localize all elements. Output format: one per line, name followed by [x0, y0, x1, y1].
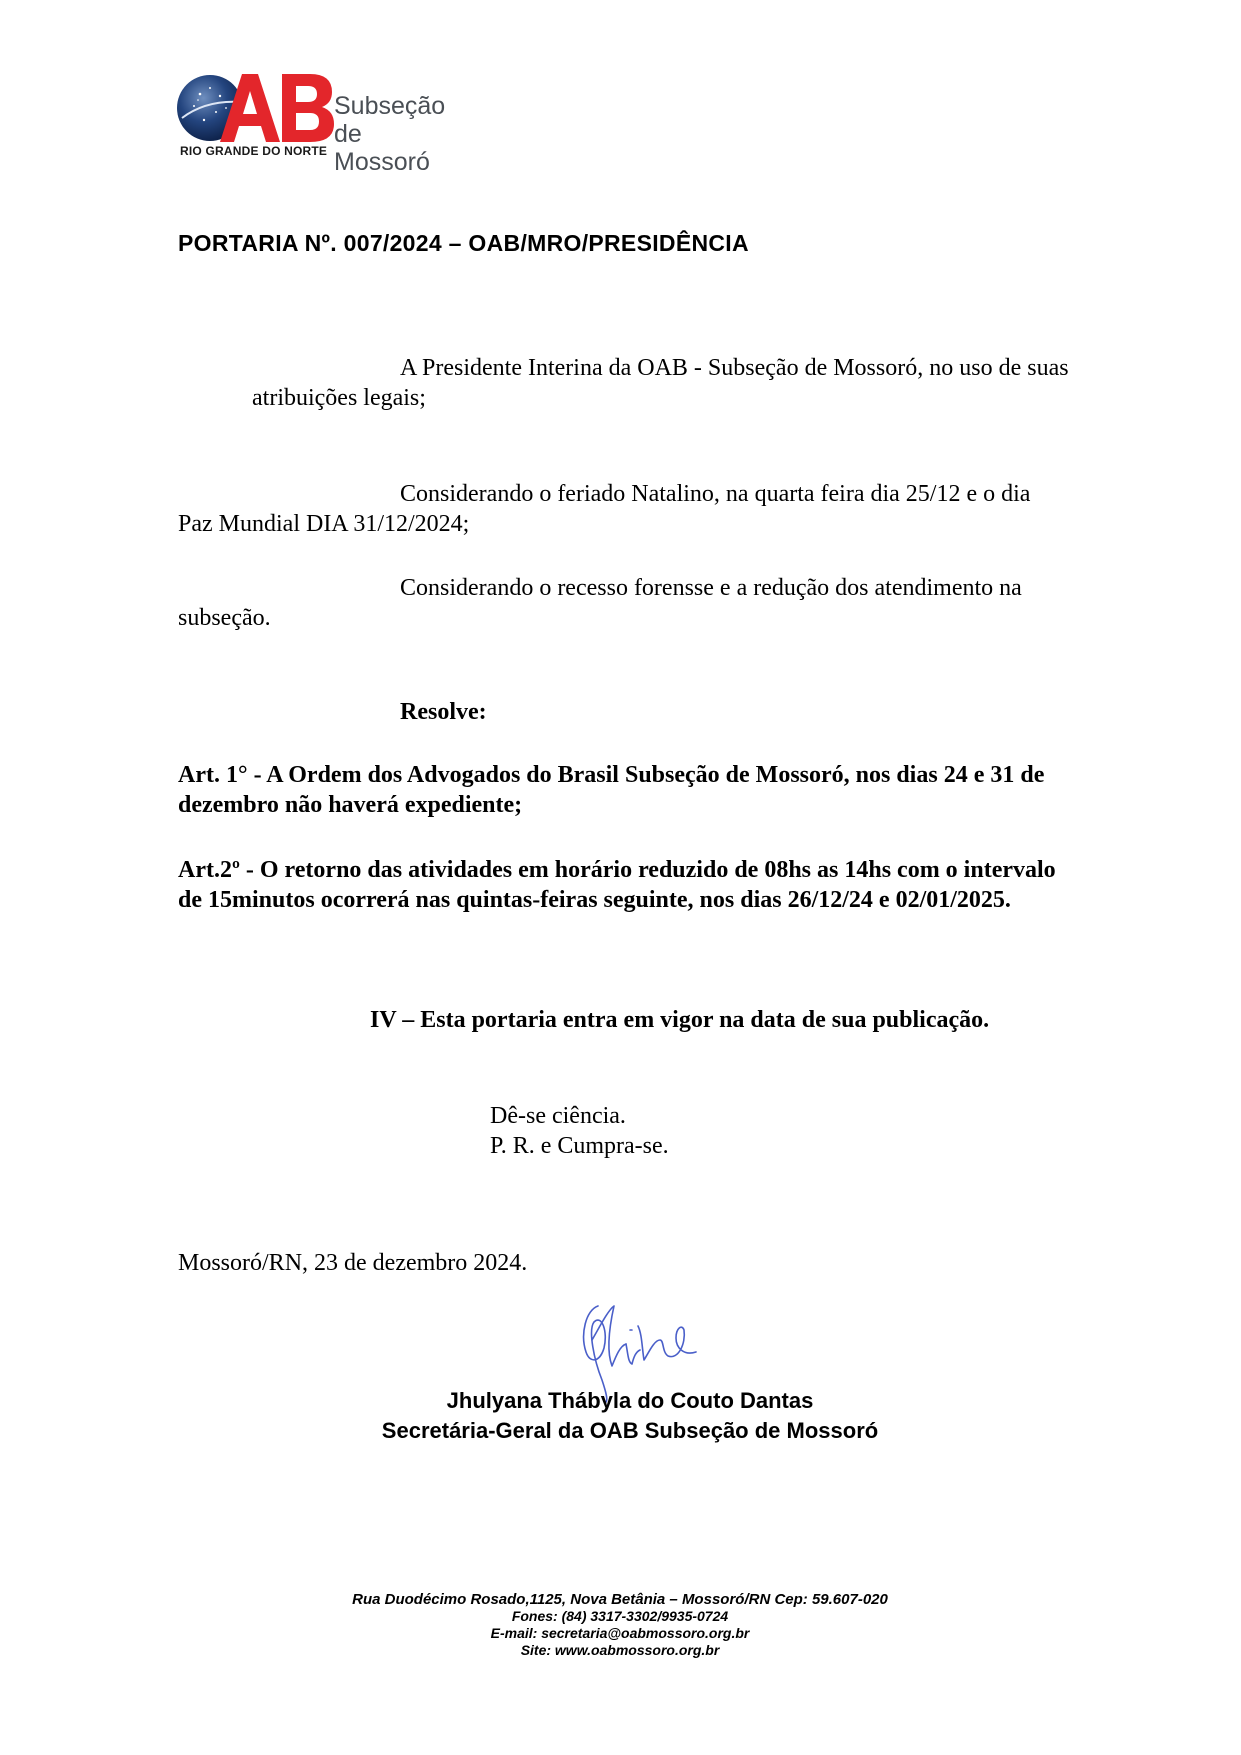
signer-name: Jhulyana Thábyla do Couto Dantas [446, 1388, 814, 1413]
footer-site[interactable]: Site: www.oabmossoro.org.br [520, 1642, 720, 1658]
signer-block [330, 1386, 930, 1446]
ciencia-line: Dê-se ciência. [490, 1103, 626, 1129]
article-2: Art.2º - O retorno das atividades em horário reduzido de 08hs as 14hs com o intervalo de 15minutos ocorrerá nas quintas-feiras seguinte, nos dias 26/12/24 e 02/01/2025. [178, 857, 1056, 913]
article-1: Art. 1° - A Ordem dos Advogados do Brasil Subseção de Mossoró, nos dias 24 e 31 de dezembro não haverá expediente; [178, 762, 1045, 818]
place-date: Mossoró/RN, 23 de dezembro 2024. [178, 1250, 528, 1276]
considerando-paragraph-1: Considerando o feriado Natalino, na quarta feira dia 25/12 e o dia Paz Mundial DIA 31/12/2024; [178, 481, 1031, 537]
logo-subtitle [334, 92, 464, 176]
footer [280, 1591, 960, 1659]
logo-subtitle-line1: Subseção [334, 92, 446, 120]
resolve-heading: Resolve: [400, 699, 487, 725]
footer-address: Rua Duodécimo Rosado,1125, Nova Betânia – Mossoró/RN Cep: 59.607-020 [352, 1591, 888, 1608]
document-title: PORTARIA Nº. 007/2024 – OAB/MRO/PRESIDÊNCIA [178, 230, 749, 256]
footer-email[interactable]: secretaria@oabmossoro.org.br [541, 1625, 750, 1641]
article-iv: IV – Esta portaria entra em vigor na data de sua publicação. [370, 1007, 990, 1033]
considerando-paragraph-2: Considerando o recesso forensse e a redução dos atendimento na subseção. [178, 575, 1022, 631]
cumpra-line: P. R. e Cumpra-se. [490, 1133, 669, 1159]
footer-phones: Fones: (84) 3317-3302/9935-0724 [511, 1608, 729, 1624]
footer-email-line [280, 1625, 960, 1642]
closing-lines [490, 1101, 669, 1161]
oab-emblem [176, 72, 336, 144]
footer-email-label: E-mail: [490, 1625, 538, 1641]
intro-paragraph: A Presidente Interina da OAB - Subseção de Mossoró, no uso de suas atribuições legais; [252, 355, 1069, 411]
oab-logo [176, 72, 464, 176]
logo-region: RIO GRANDE DO NORTE [180, 144, 328, 158]
signer-role: Secretária-Geral da OAB Subseção de Mossoró [381, 1418, 879, 1443]
logo-subtitle-line2: de Mossoró [334, 120, 430, 176]
